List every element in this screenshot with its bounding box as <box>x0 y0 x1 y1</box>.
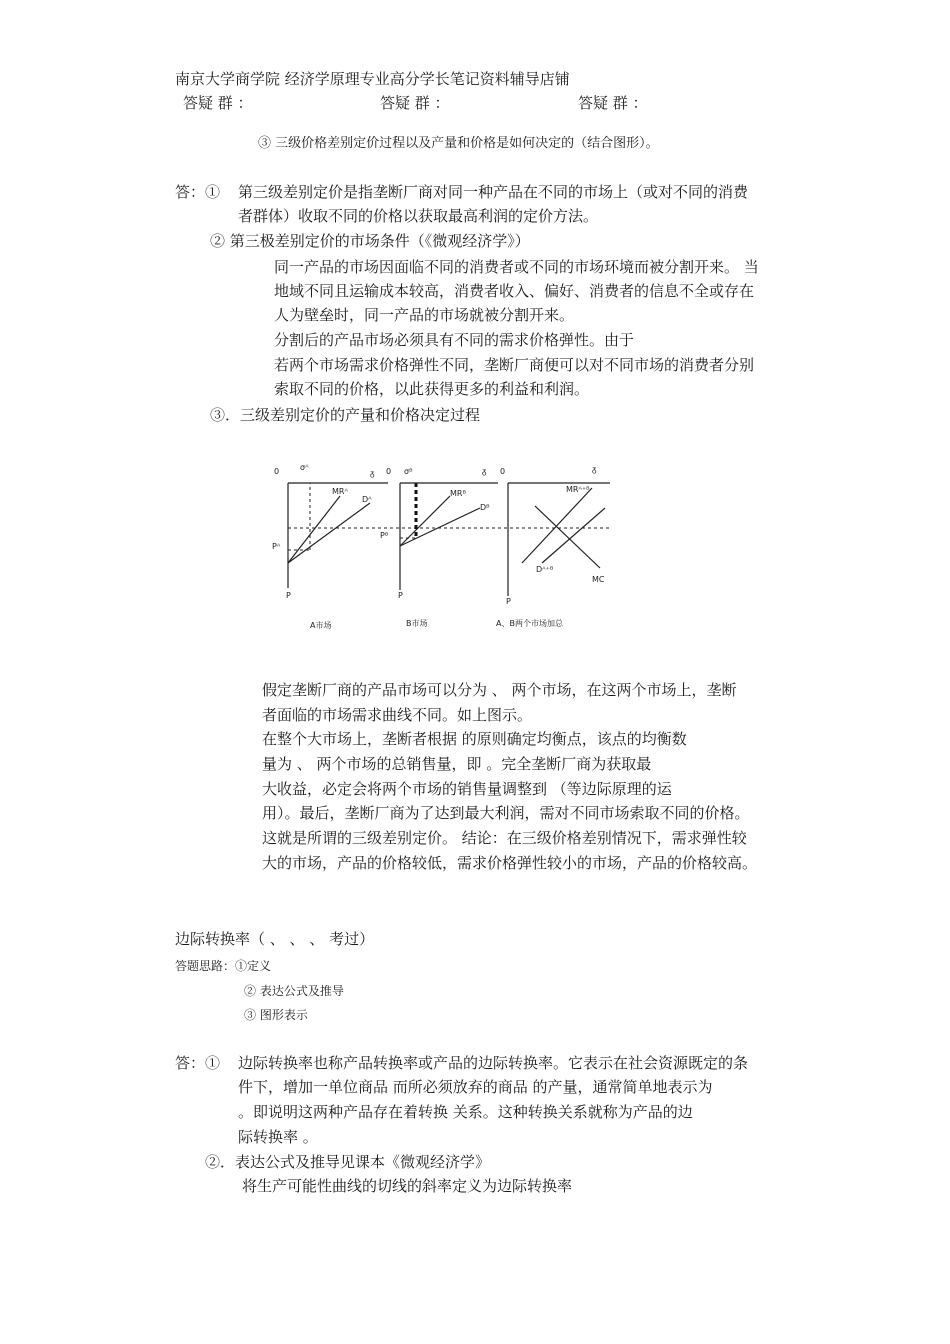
panel-c-d-line <box>535 506 600 568</box>
header-line: 南京大学商学院 经济学原理专业高分学长笔记资料辅导店铺 <box>175 70 570 88</box>
answer-paragraph-line: 际转换率 。 <box>238 1128 318 1146</box>
panel-a-origin: 0 <box>274 467 280 476</box>
answer-paragraph-line: 件下，增加一单位商品 而所必须放弃的商品 的产量，通常简单地表示为 <box>238 1078 713 1096</box>
answer-lead: 答：① <box>175 183 221 201</box>
paragraph-line: 将生产可能性曲线的切线的斜率定义为边际转换率 <box>242 1177 573 1195</box>
thinking-label: 答题思路：①定义 <box>175 959 272 973</box>
panel-b-price-label: Pᴮ <box>380 531 389 540</box>
question-title: ③ 三级价格差别定价过程以及产量和价格是如何决定的（结合图形）。 <box>258 136 659 151</box>
panel-a-caption: A市场 <box>310 621 332 630</box>
panel-c-d-label: Dᴬ⁺ᴮ <box>536 565 554 574</box>
price-discrimination-figure <box>270 458 630 638</box>
panel-a-mr-line <box>288 496 340 563</box>
panel-c-caption: A、B两个市场加总 <box>496 619 563 628</box>
explain-line: 者面临的市场需求曲线不同。如上图示。 <box>262 706 533 724</box>
subsection-title: ② 第三极差别定价的市场条件（《微观经济学》） <box>210 232 530 250</box>
paragraph-line: 分割后的产品市场必须具有不同的需求价格弹性。由于 <box>274 331 635 349</box>
panel-c-axis-x-label: ᵹ <box>592 465 597 474</box>
qa-group-label-3: 答疑 群 ： <box>578 94 648 112</box>
panel-a-d-label: Dᴬ <box>362 495 372 504</box>
explain-line: 量为 、 两个市场的总销售量，即 。完全垄断厂商为获取最 <box>262 755 652 773</box>
section-title: 边际转换率（ 、 、 、 考过） <box>175 930 375 948</box>
panel-c-mr-line <box>522 488 592 563</box>
explain-line: 大收益，必定会将两个市场的销售量调整到 （等边际原理的运 <box>262 780 672 798</box>
panel-c-mc-label: MC <box>592 575 605 584</box>
panel-c-bottom-label: P <box>506 597 511 606</box>
panel-b-mr-label: MRᴮ <box>450 489 466 498</box>
paragraph-line: 地域不同且运输成本较高，消费者收入、偏好、消费者的信息不全或存在 <box>274 282 755 300</box>
answer-paragraph-line: 第三级差别定价是指垄断厂商对同一种产品在不同的市场上（或对不同的消费 <box>238 183 749 201</box>
panel-b-d-label: Dᴮ <box>480 503 490 512</box>
panel-b-axis-y-label: σᴮ <box>404 467 413 476</box>
explain-line: 在整个大市场上，垄断者根据 的原则确定均衡点，该点的均衡数 <box>262 730 687 748</box>
panel-b-bottom-label: P <box>398 591 403 600</box>
subsection-title: ③．三级差别定价的产量和价格决定过程 <box>210 406 481 424</box>
panel-a-bottom-label: P <box>286 591 291 600</box>
explain-line: 这就是所谓的三级差别定价。 结论：在三级价格差别情况下，需求弹性较 <box>262 829 747 847</box>
paragraph-line: 索取不同的价格，以此获得更多的利益和利润。 <box>274 380 590 398</box>
explain-line: 假定垄断厂商的产品市场可以分为 、 两个市场，在这两个市场上，垄断 <box>262 681 737 699</box>
answer-paragraph-line: 。即说明这两种产品存在着转换 关系。这种转换关系就称为产品的边 <box>238 1103 693 1121</box>
panel-a-axis-x-label: ᵹ <box>370 469 375 478</box>
thinking-item: ② 表达公式及推导 <box>244 984 344 998</box>
thinking-item: ③ 图形表示 <box>244 1008 308 1022</box>
answer-paragraph-line: 边际转换率也称产品转换率或产品的边际转换率。它表示在社会资源既定的条 <box>238 1054 749 1072</box>
subsection-title: ②．表达公式及推导见课本《微观经济学》 <box>205 1153 491 1171</box>
paragraph-line: 同一产品的市场因面临不同的消费者或不同的市场环境而被分割开来。 当 <box>274 258 759 276</box>
panel-b-origin: 0 <box>386 467 392 476</box>
paragraph-line: 人为壁垒时，同一产品的市场就被分割开来。 <box>274 306 575 324</box>
panel-c-mr-label: MRᴬ⁺ᴮ <box>566 485 590 494</box>
answer-paragraph-line: 者群体）收取不同的价格以获取最高利润的定价方法。 <box>238 207 599 225</box>
panel-a-mr-label: MRᴬ <box>332 487 348 496</box>
answer-lead: 答：① <box>175 1054 221 1072</box>
paragraph-line: 若两个市场需求价格弹性不同，垄断厂商便可以对不同市场的消费者分别 <box>274 356 755 374</box>
explain-line: 用）。最后，垄断厂商为了达到最大利润，需对不同市场索取不同的价格。 <box>262 804 750 822</box>
panel-a-price-label: Pᴬ <box>272 542 281 551</box>
panel-b-caption: B市场 <box>406 619 428 628</box>
panel-b-d-line <box>400 508 480 546</box>
panel-c-origin: 0 <box>500 467 506 476</box>
panel-a-d-line <box>288 503 370 563</box>
qa-group-label-2: 答疑 群 ： <box>380 94 450 112</box>
explain-line: 大的市场，产品的价格较低，需求价格弹性较小的市场，产品的价格较高。 <box>262 854 758 872</box>
panel-b-axis-x-label: ᵹ <box>482 467 487 476</box>
panel-c-mc-line <box>542 508 605 563</box>
qa-group-label-1: 答疑 群 ： <box>183 94 253 112</box>
panel-a-axis-y-label: σᴬ <box>300 463 309 472</box>
